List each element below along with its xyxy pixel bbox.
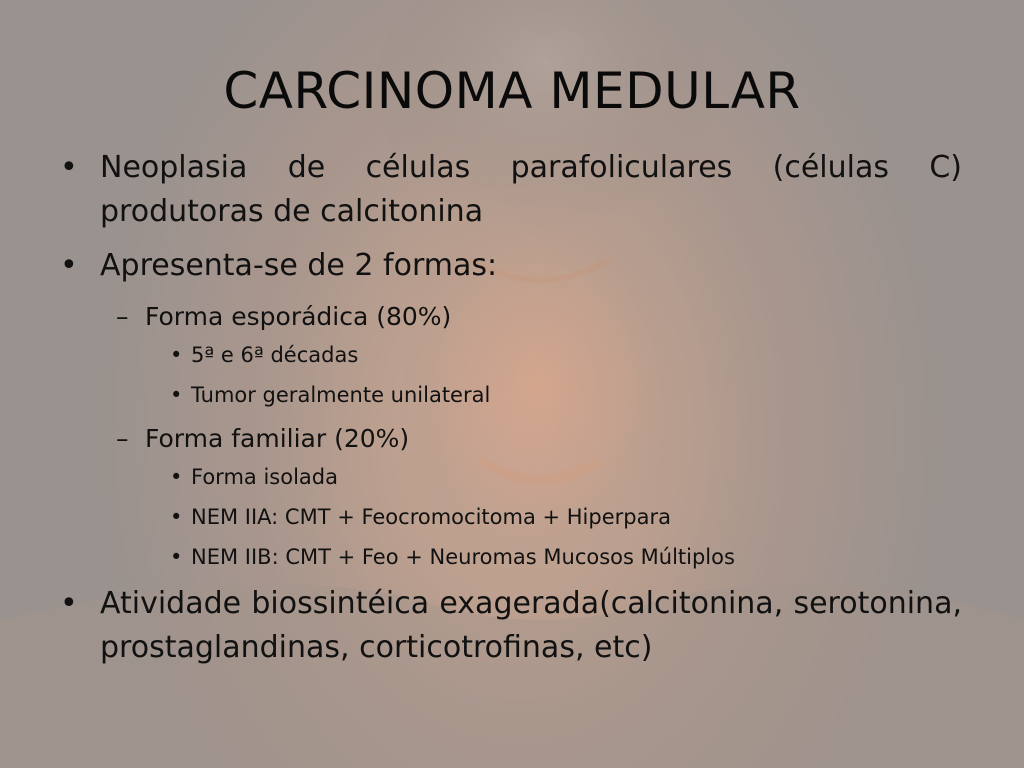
sub-bullet-text: Forma esporádica (80%) [145,302,452,331]
bullet-glyph: • [170,505,183,529]
sub-sub-bullet-text: NEM IIA: CMT + Feocromocitoma + Hiperpara [191,505,671,529]
sub-sub-bullet-item [60,542,962,572]
bullet-text: Atividade biossintéica exagerada(calcitonina, serotonina, prostaglandinas, corticotrofinas, etc) [100,586,962,665]
sub-sub-bullet-item [60,340,962,370]
bullet-glyph: • [60,150,78,185]
sub-sub-bullet-text: 5ª e 6ª décadas [191,343,359,367]
bullet-item [60,244,962,288]
bullet-glyph: • [60,586,78,621]
dash-glyph: – [116,302,129,331]
sub-bullet-item [60,420,962,458]
sub-sub-bullet-item [60,502,962,532]
sub-sub-bullet-text: Tumor geralmente unilateral [191,383,491,407]
bullet-text: Neoplasia de células parafoliculares (células C) produtoras de calcitonina [100,150,962,229]
slide-title: CARCINOMA MEDULAR [223,62,801,120]
bullet-glyph: • [60,248,78,283]
sub-bullet-item [60,298,962,336]
sub-sub-bullet-item [60,462,962,492]
bullet-item [60,582,962,670]
sub-sub-bullet-item [60,380,962,410]
bullet-glyph: • [170,343,183,367]
sub-sub-bullet-text: NEM IIB: CMT + Feo + Neuromas Mucosos Múltiplos [191,545,735,569]
sub-bullet-text: Forma familiar (20%) [145,424,410,453]
sub-sub-bullet-text: Forma isolada [191,465,338,489]
bullet-text: Apresenta-se de 2 formas: [100,248,498,283]
bullet-item [60,146,962,234]
dash-glyph: – [116,424,129,453]
bullet-glyph: • [170,383,183,407]
bullet-glyph: • [170,465,183,489]
bullet-glyph: • [170,545,183,569]
slide-content [60,146,962,680]
